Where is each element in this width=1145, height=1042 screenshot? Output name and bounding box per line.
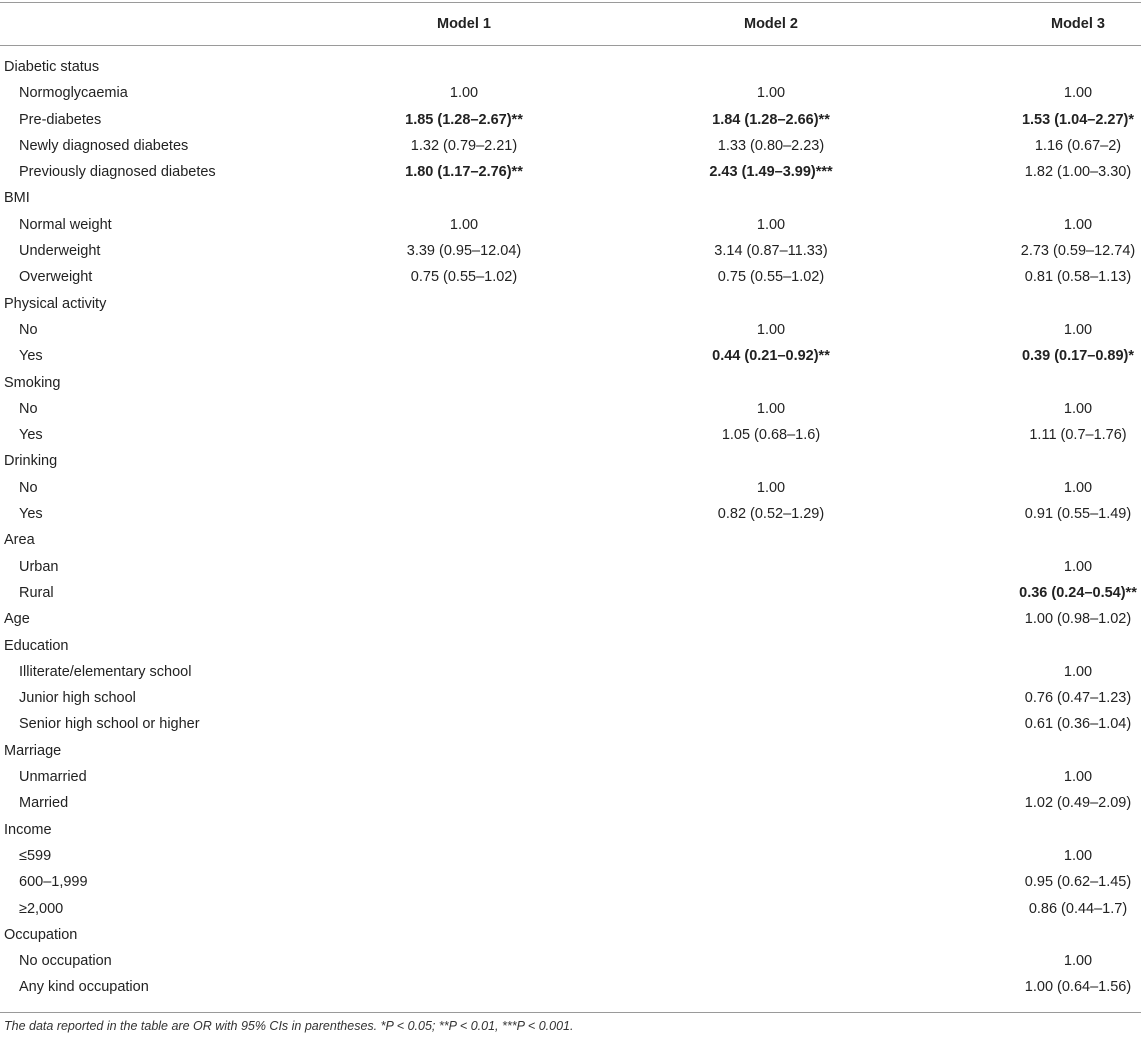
row-label: ≤599 <box>19 847 52 864</box>
model-3-value: 1.16 (0.67–2) <box>1034 137 1122 154</box>
model-2-value: 2.43 (1.49–3.99)*** <box>709 164 833 181</box>
model-3-value: 1.02 (0.49–2.09) <box>1024 795 1132 812</box>
row-label: Rural <box>19 584 54 601</box>
table-row <box>0 159 1145 185</box>
table-group-row <box>0 54 1145 80</box>
group-label: Physical activity <box>4 295 107 312</box>
row-label: Any kind occupation <box>19 979 149 996</box>
model-3-value: 1.00 (0.98–1.02) <box>1024 611 1132 628</box>
row-label: Illiterate/elementary school <box>19 663 192 680</box>
row-label: Overweight <box>19 269 93 286</box>
header-model-3: Model 3 <box>1051 16 1105 32</box>
model-1-value: 1.80 (1.17–2.76)** <box>405 164 523 181</box>
table-body <box>0 54 1145 1001</box>
row-label: No occupation <box>19 953 112 970</box>
row-label: Yes <box>19 348 43 365</box>
group-label: Age <box>4 611 30 628</box>
table-row <box>0 317 1145 343</box>
table-row <box>0 475 1145 501</box>
table-row <box>0 580 1145 606</box>
table-row <box>0 869 1145 895</box>
group-label: Area <box>4 532 35 549</box>
model-1-value: 1.85 (1.28–2.67)** <box>405 111 523 128</box>
header-model-1: Model 1 <box>437 16 491 32</box>
model-2-value: 1.00 <box>756 321 786 338</box>
model-3-value: 1.00 <box>1063 479 1093 496</box>
table-row <box>0 80 1145 106</box>
model-3-value: 1.00 <box>1063 847 1093 864</box>
model-2-value: 1.84 (1.28–2.66)** <box>712 111 830 128</box>
model-1-value: 0.75 (0.55–1.02) <box>410 269 518 286</box>
model-3-value: 0.91 (0.55–1.49) <box>1024 506 1132 523</box>
model-2-value: 0.44 (0.21–0.92)** <box>712 348 830 365</box>
row-label: Yes <box>19 427 43 444</box>
group-label: Income <box>4 821 52 838</box>
model-2-value: 1.00 <box>756 85 786 102</box>
model-3-value: 0.95 (0.62–1.45) <box>1024 874 1132 891</box>
model-2-value: 0.82 (0.52–1.29) <box>717 506 825 523</box>
header-model-2: Model 2 <box>744 16 798 32</box>
row-label: ≥2,000 <box>19 900 64 917</box>
group-label: Occupation <box>4 926 78 943</box>
table-bottom-rule <box>0 1012 1141 1013</box>
table-group-row <box>0 738 1145 764</box>
model-3-value: 1.00 (0.64–1.56) <box>1024 979 1132 996</box>
model-3-value: 2.73 (0.59–12.74) <box>1020 243 1136 260</box>
table-row <box>0 133 1145 159</box>
model-3-value: 1.00 <box>1063 85 1093 102</box>
model-3-value: 0.39 (0.17–0.89)* <box>1021 348 1135 365</box>
model-3-value: 1.00 <box>1063 558 1093 575</box>
model-3-value: 0.36 (0.24–0.54)** <box>1019 584 1137 601</box>
table-group-row <box>0 370 1145 396</box>
table-row <box>0 896 1145 922</box>
table-group-row <box>0 291 1145 317</box>
group-label: Smoking <box>4 374 61 391</box>
table-row <box>0 948 1145 974</box>
row-label: Normal weight <box>19 216 112 233</box>
row-label: No <box>19 321 38 338</box>
table-top-rule <box>0 2 1141 3</box>
table-group-row <box>0 633 1145 659</box>
model-2-value: 1.05 (0.68–1.6) <box>721 427 821 444</box>
model-3-value: 1.00 <box>1063 400 1093 417</box>
model-3-value: 0.76 (0.47–1.23) <box>1024 690 1132 707</box>
table-row <box>0 238 1145 264</box>
model-3-value: 1.11 (0.7–1.76) <box>1029 427 1127 444</box>
model-1-value: 1.00 <box>449 216 479 233</box>
model-1-value: 1.32 (0.79–2.21) <box>410 137 518 154</box>
model-3-value: 0.81 (0.58–1.13) <box>1024 269 1132 286</box>
table-row <box>0 343 1145 369</box>
row-label: Yes <box>19 506 43 523</box>
table-row <box>0 554 1145 580</box>
table-row <box>0 764 1145 790</box>
group-label: Marriage <box>4 742 62 759</box>
table-group-row <box>0 185 1145 211</box>
table-group-row <box>0 817 1145 843</box>
table-row <box>0 501 1145 527</box>
model-3-value: 0.61 (0.36–1.04) <box>1024 716 1132 733</box>
row-label: 600–1,999 <box>19 874 88 891</box>
table-row <box>0 790 1145 816</box>
table-group-row <box>0 922 1145 948</box>
table-group-row <box>0 448 1145 474</box>
model-2-value: 1.00 <box>756 216 786 233</box>
row-label: Married <box>19 795 69 812</box>
group-label: Education <box>4 637 69 654</box>
group-label: Diabetic status <box>4 59 100 75</box>
row-label: Junior high school <box>19 690 136 707</box>
model-3-value: 0.86 (0.44–1.7) <box>1028 900 1128 917</box>
table-row <box>0 107 1145 133</box>
row-label: Previously diagnosed diabetes <box>19 164 216 181</box>
model-3-value: 1.00 <box>1063 953 1093 970</box>
model-2-value: 1.00 <box>756 479 786 496</box>
row-label: Senior high school or higher <box>19 716 200 733</box>
table-header-rule <box>0 45 1141 46</box>
model-1-value: 3.39 (0.95–12.04) <box>406 243 522 260</box>
table-row <box>0 711 1145 737</box>
table-group-row <box>0 606 1145 632</box>
row-label: No <box>19 400 38 417</box>
row-label: Underweight <box>19 243 101 260</box>
table-row <box>0 212 1145 238</box>
table-row <box>0 974 1145 1000</box>
model-1-value: 1.00 <box>449 85 479 102</box>
model-2-value: 1.00 <box>756 400 786 417</box>
row-label: No <box>19 479 38 496</box>
model-2-value: 0.75 (0.55–1.02) <box>717 269 825 286</box>
row-label: Pre-diabetes <box>19 111 102 128</box>
group-label: BMI <box>4 190 30 207</box>
model-3-value: 1.82 (1.00–3.30) <box>1024 164 1132 181</box>
table-group-row <box>0 527 1145 553</box>
row-label: Urban <box>19 558 59 575</box>
table-row <box>0 843 1145 869</box>
table-footnote: The data reported in the table are OR with 95% CIs in parentheses. *P < 0.05; **P < 0.01, ***P < 0.001. <box>4 1019 574 1033</box>
group-label: Drinking <box>4 453 58 470</box>
model-3-value: 1.00 <box>1063 663 1093 680</box>
model-3-value: 1.53 (1.04–2.27)* <box>1021 111 1135 128</box>
model-2-value: 1.33 (0.80–2.23) <box>717 137 825 154</box>
table-row <box>0 685 1145 711</box>
table-header-row <box>0 10 1145 38</box>
table-row <box>0 264 1145 290</box>
model-3-value: 1.00 <box>1063 769 1093 786</box>
model-3-value: 1.00 <box>1063 216 1093 233</box>
row-label: Normoglycaemia <box>19 85 128 102</box>
table-row <box>0 659 1145 685</box>
table-row <box>0 422 1145 448</box>
table-row <box>0 396 1145 422</box>
row-label: Unmarried <box>19 769 87 786</box>
model-2-value: 3.14 (0.87–11.33) <box>714 243 828 260</box>
row-label: Newly diagnosed diabetes <box>19 137 189 154</box>
model-3-value: 1.00 <box>1063 321 1093 338</box>
